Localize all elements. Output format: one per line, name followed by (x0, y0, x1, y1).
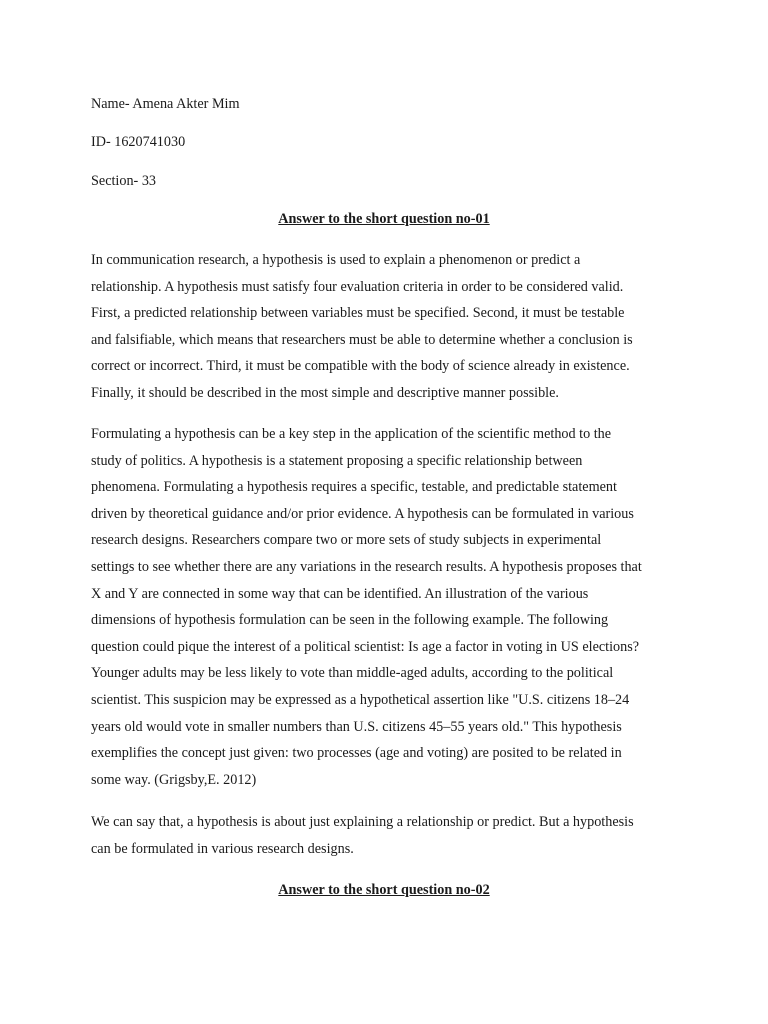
text-line: phenomena. Formulating a hypothesis requires a specific, testable, and predictable statement (91, 479, 617, 496)
text-line: X and Y are connected in some way that can be identified. An illustration of the various (91, 585, 589, 602)
text-line: driven by theoretical guidance and/or prior evidence. A hypothesis can be formulated in various (91, 505, 634, 522)
text-line: Formulating a hypothesis can be a key step in the application of the scientific method to the (91, 426, 612, 442)
question-1-paragraph-1 (91, 247, 686, 407)
text-line: dimensions of hypothesis formulation can be seen in the following example. The following (91, 612, 609, 629)
text-line: Finally, it should be described in the most simple and descriptive manner possible. (91, 384, 559, 401)
text-line: some way. (Grigsby,E. 2012) (91, 771, 257, 788)
student-name: Name- Amena Akter Mim (91, 96, 240, 112)
section-number: Section- 33 (91, 173, 157, 189)
text-line: settings to see whether there are any variations in the research results. A hypothesis proposes that (91, 558, 642, 575)
question-1-paragraph-3 (91, 809, 686, 862)
text-line: and falsifiable, which means that researchers must be able to determine whether a conclusion is (91, 331, 633, 348)
text-line: We can say that, a hypothesis is about just explaining a relationship or predict. But a hypothesis (91, 814, 634, 830)
text-line: correct or incorrect. Third, it must be compatible with the body of science already in existence. (91, 358, 630, 375)
question-1-heading: Answer to the short question no-01 (278, 211, 490, 227)
question-1-paragraph-2 (91, 421, 686, 793)
text-line: can be formulated in various research designs. (91, 840, 354, 857)
text-line: study of politics. A hypothesis is a statement proposing a specific relationship between (91, 452, 583, 469)
text-line: In communication research, a hypothesis is used to explain a phenomenon or predict a (91, 252, 581, 268)
text-line: scientist. This suspicion may be expressed as a hypothetical assertion like "U.S. citizens 18–24 (91, 691, 630, 708)
text-line: research designs. Researchers compare two or more sets of study subjects in experimental (91, 532, 602, 549)
text-line: exemplifies the concept just given: two processes (age and voting) are posited to be related in (91, 745, 622, 762)
question-2-heading: Answer to the short question no-02 (278, 882, 490, 898)
text-line: relationship. A hypothesis must satisfy four evaluation criteria in order to be considered valid. (91, 278, 624, 295)
text-line: First, a predicted relationship between variables must be specified. Second, it must be testable (91, 305, 625, 322)
text-line: Younger adults may be less likely to vote than middle-aged adults, according to the political (91, 665, 614, 682)
text-line: question could pique the interest of a political scientist: Is age a factor in voting in US elections? (91, 638, 640, 655)
text-line: years old would vote in smaller numbers than U.S. citizens 45–55 years old." This hypothesis (91, 718, 622, 735)
student-id: ID- 1620741030 (91, 134, 186, 150)
